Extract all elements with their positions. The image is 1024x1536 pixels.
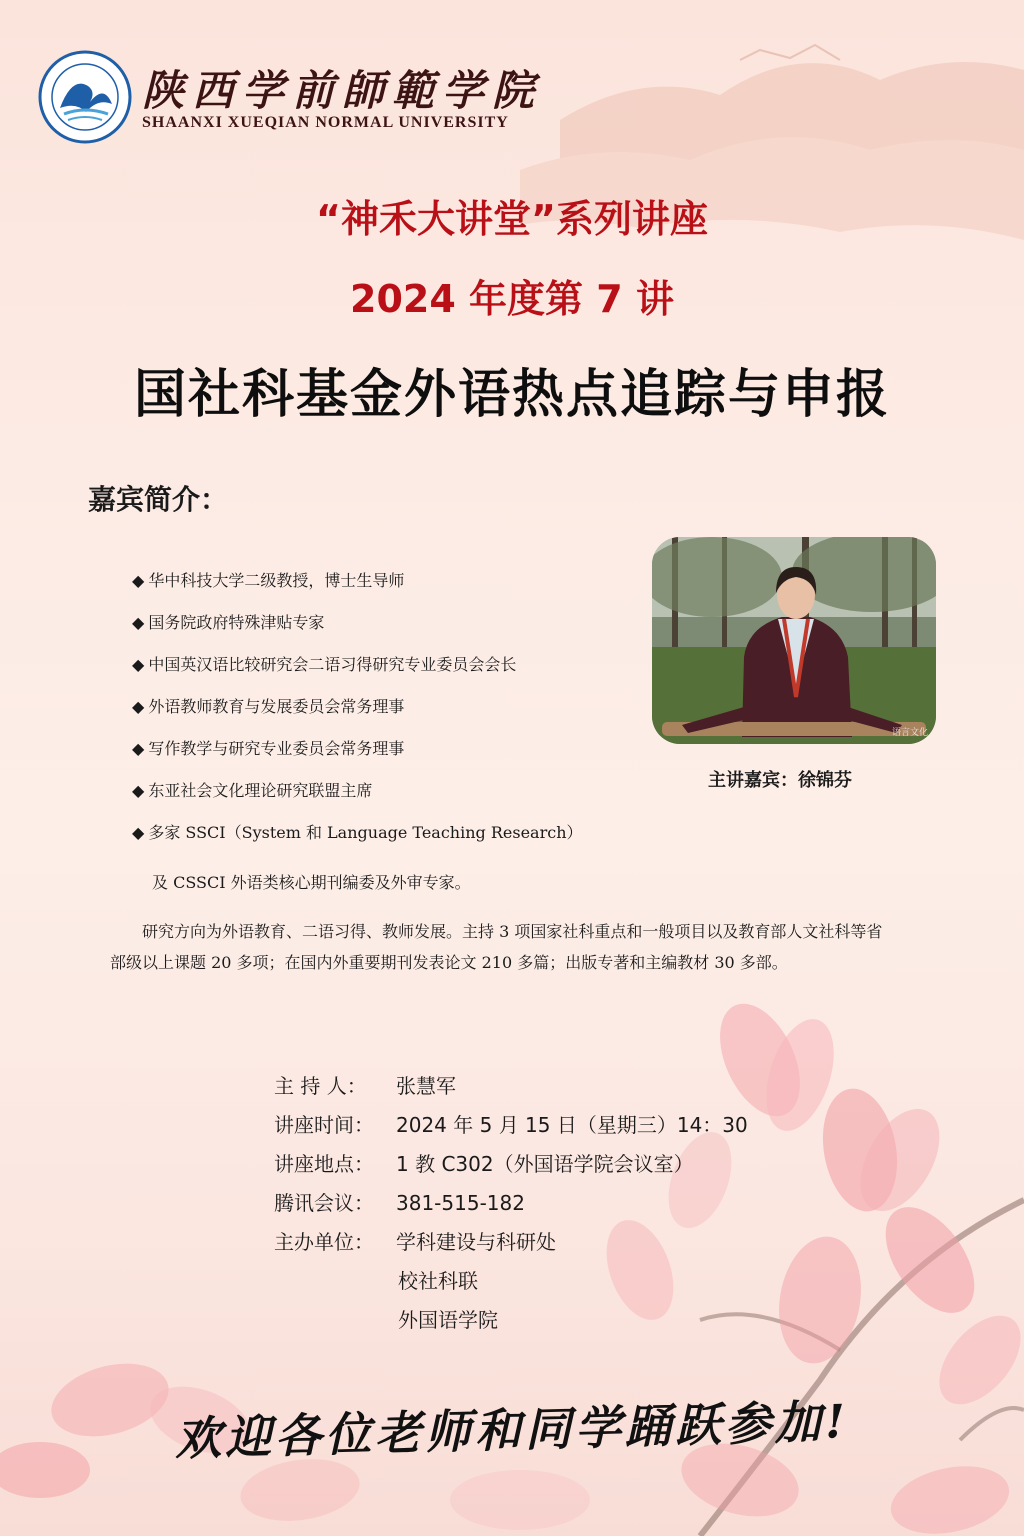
time-value: 2024 年 5 月 15 日（星期三）14：30: [396, 1113, 748, 1137]
tencent-meeting-row: [274, 1185, 748, 1224]
bio-item: ◆ 华中科技大学二级教授，博士生导师: [132, 571, 405, 590]
organizer-row: [274, 1224, 748, 1263]
diamond-bullet-icon: ◆: [132, 823, 145, 842]
series-title: “神禾大讲堂”系列讲座: [316, 197, 708, 241]
organizer-value: 校社科联: [398, 1269, 478, 1293]
lecture-number: 2024 年度第 7 讲: [350, 277, 674, 321]
university-seal-icon: [38, 50, 132, 144]
lecture-title: 国社科基金外语热点追踪与申报: [133, 365, 890, 425]
tencent-meeting-label: 腾讯会议：: [274, 1191, 374, 1215]
host-label: 主 持 人：: [274, 1074, 367, 1098]
bio-continuation: 及 CSSCI 外语类核心期刊编委及外审专家。: [152, 873, 471, 892]
organizer-label: 主办单位：: [274, 1230, 374, 1254]
place-row: [274, 1146, 748, 1185]
host-row: [274, 1068, 748, 1107]
university-name-en: SHAANXI XUEQIAN NORMAL UNIVERSITY: [142, 114, 509, 131]
place-label: 讲座地点：: [274, 1152, 374, 1176]
tencent-meeting-id: 381-515-182: [396, 1191, 525, 1215]
diamond-bullet-icon: ◆: [132, 781, 145, 800]
university-name-cn: 陕西学前師範学院: [142, 66, 543, 115]
photo-watermark: 语言文化: [891, 728, 928, 738]
bio-item: ◆ 东亚社会文化理论研究联盟主席: [132, 781, 373, 800]
diamond-bullet-icon: ◆: [132, 697, 145, 716]
speaker-photo: [652, 537, 936, 744]
bio-item: ◆ 外语教师教育与发展委员会常务理事: [132, 697, 405, 716]
bio-item: ◆ 多家 SSCI（System 和 Language Teaching Research）: [132, 823, 583, 842]
bio-item: ◆ 中国英汉语比较研究会二语习得研究专业委员会会长: [132, 655, 517, 674]
guest-intro-heading: 嘉宾简介：: [88, 483, 229, 516]
speaker-caption: 主讲嘉宾：徐锦芬: [708, 770, 852, 791]
lecture-info: [274, 1068, 748, 1341]
welcome-slogan: 欢迎各位老师和同学踊跃参加!: [174, 1394, 850, 1466]
place-value: 1 教 C302（外国语学院会议室）: [396, 1152, 694, 1176]
organizer-value: 外国语学院: [398, 1308, 498, 1332]
organizer-value: 学科建设与科研处: [396, 1230, 556, 1254]
time-row: [274, 1107, 748, 1146]
diamond-bullet-icon: ◆: [132, 613, 145, 632]
guest-bio-list: [132, 566, 583, 860]
bio-item: ◆ 写作教学与研究专业委员会常务理事: [132, 739, 405, 758]
bio-item: ◆ 国务院政府特殊津贴专家: [132, 613, 325, 632]
organizer-row: [274, 1263, 748, 1302]
time-label: 讲座时间：: [274, 1113, 374, 1137]
host-value: 张慧军: [396, 1074, 456, 1098]
diamond-bullet-icon: ◆: [132, 571, 145, 590]
research-paragraph: 研究方向为外语教育、二语习得、教师发展。主持 3 项国家社科重点和一般项目以及教育部人文社科等省部级以上课题 20 多项；在国内外重要期刊发表论文 210 多篇；出版专著和主编教材 30 多部。: [110, 922, 883, 972]
diamond-bullet-icon: ◆: [132, 739, 145, 758]
diamond-bullet-icon: ◆: [132, 655, 145, 674]
organizer-row: [274, 1302, 748, 1341]
